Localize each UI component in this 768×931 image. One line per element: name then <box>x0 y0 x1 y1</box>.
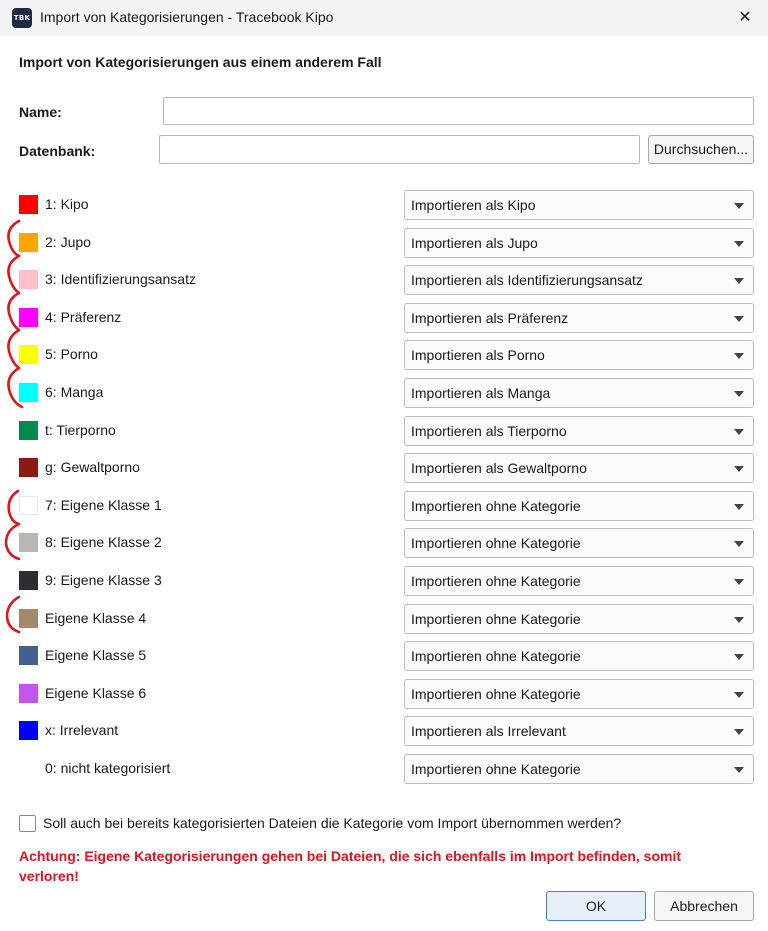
chevron-down-icon <box>734 466 744 472</box>
category-color-swatch <box>19 646 38 665</box>
chevron-down-icon <box>734 617 744 623</box>
chevron-down-icon <box>734 278 744 284</box>
category-label: 1: Kipo <box>45 196 89 212</box>
category-color-swatch <box>19 233 38 252</box>
browse-button[interactable]: Durchsuchen... <box>648 135 754 164</box>
dropdown-selected-value: Importieren als Jupo <box>411 234 538 251</box>
category-row <box>0 265 768 295</box>
import-option-dropdown[interactable] <box>404 491 754 521</box>
import-option-dropdown[interactable] <box>404 679 754 709</box>
category-row <box>0 754 768 784</box>
chevron-down-icon <box>734 429 744 435</box>
category-label: 6: Manga <box>45 384 104 400</box>
category-color-swatch <box>19 383 38 402</box>
window-title: Import von Kategorisierungen - Tracebook Kipo <box>40 9 334 25</box>
import-option-dropdown[interactable] <box>404 528 754 558</box>
category-label: 0: nicht kategorisiert <box>45 760 171 776</box>
category-label: Eigene Klasse 6 <box>45 684 147 701</box>
chevron-down-icon <box>734 504 744 510</box>
dropdown-selected-value: Importieren ohne Kategorie <box>411 573 581 589</box>
close-button[interactable]: ✕ <box>738 9 752 26</box>
import-option-dropdown[interactable] <box>404 228 754 258</box>
chevron-down-icon <box>734 353 744 359</box>
dropdown-selected-value: Importieren ohne Kategorie <box>411 761 581 777</box>
category-row <box>0 228 768 258</box>
category-color-swatch <box>19 533 38 552</box>
dropdown-selected-value: Importieren als Manga <box>411 385 551 401</box>
category-row <box>0 566 768 596</box>
category-row <box>0 340 768 370</box>
import-option-dropdown[interactable] <box>404 378 754 408</box>
import-option-dropdown[interactable] <box>404 566 754 596</box>
chevron-down-icon <box>734 654 744 660</box>
category-label: 9: Eigene Klasse 3 <box>45 572 162 588</box>
dropdown-selected-value: Importieren ohne Kategorie <box>411 610 581 627</box>
chevron-down-icon <box>734 316 744 322</box>
category-color-swatch <box>19 571 38 590</box>
cancel-button[interactable]: Abbrechen <box>654 891 754 921</box>
import-option-dropdown[interactable] <box>404 716 754 746</box>
dropdown-selected-value: Importieren ohne Kategorie <box>411 685 581 702</box>
chevron-down-icon <box>734 241 744 247</box>
category-color-swatch <box>19 270 38 289</box>
database-input[interactable] <box>159 135 640 164</box>
category-color-swatch <box>19 721 38 740</box>
import-option-dropdown[interactable] <box>404 340 754 370</box>
import-option-dropdown[interactable] <box>404 754 754 784</box>
dropdown-selected-value: Importieren als Identifizierungsansatz <box>411 272 643 289</box>
category-label: x: Irrelevant <box>45 722 119 739</box>
import-option-dropdown[interactable] <box>404 453 754 483</box>
dropdown-selected-value: Importieren als Präferenz <box>411 309 569 326</box>
category-row <box>0 378 768 408</box>
category-color-swatch <box>19 308 38 327</box>
category-row <box>0 604 768 634</box>
chevron-down-icon <box>734 391 744 397</box>
category-label: 2: Jupo <box>45 233 91 250</box>
import-option-dropdown[interactable] <box>404 416 754 446</box>
app-icon: TBK <box>12 8 32 28</box>
dropdown-selected-value: Importieren als Irrelevant <box>411 723 566 740</box>
category-label: g: Gewaltporno <box>45 459 140 476</box>
category-label: 7: Eigene Klasse 1 <box>45 496 162 513</box>
overwrite-checkbox-label: Soll auch bei bereits kategorisierten Dateien die Kategorie vom Import übernommen werden? <box>43 815 622 831</box>
dropdown-selected-value: Importieren als Porno <box>411 347 545 364</box>
dropdown-selected-value: Importieren ohne Kategorie <box>411 648 581 665</box>
dropdown-selected-value: Importieren ohne Kategorie <box>411 535 581 552</box>
category-color-swatch <box>19 421 38 440</box>
chevron-down-icon <box>734 767 744 773</box>
category-color-swatch <box>19 195 38 214</box>
dropdown-selected-value: Importieren ohne Kategorie <box>411 497 581 514</box>
chevron-down-icon <box>734 692 744 698</box>
category-row <box>0 416 768 446</box>
category-row <box>0 679 768 709</box>
import-option-dropdown[interactable] <box>404 303 754 333</box>
chevron-down-icon <box>734 579 744 585</box>
category-color-swatch <box>19 458 38 477</box>
dropdown-selected-value: Importieren als Kipo <box>411 197 536 213</box>
category-label: 4: Präferenz <box>45 308 122 325</box>
chevron-down-icon <box>734 729 744 735</box>
chevron-down-icon <box>734 541 744 547</box>
category-color-swatch <box>19 496 38 515</box>
import-option-dropdown[interactable] <box>404 190 754 220</box>
name-input[interactable] <box>163 97 754 125</box>
name-label: Name: <box>19 104 62 120</box>
chevron-down-icon <box>734 203 744 209</box>
category-row <box>0 641 768 671</box>
category-color-swatch <box>19 345 38 364</box>
dropdown-selected-value: Importieren als Gewaltporno <box>411 460 587 477</box>
category-label: Eigene Klasse 4 <box>45 609 147 626</box>
category-label: 5: Porno <box>45 346 98 363</box>
category-row <box>0 303 768 333</box>
category-row <box>0 716 768 746</box>
category-row <box>0 190 768 220</box>
ok-button[interactable]: OK <box>546 891 646 921</box>
dropdown-selected-value: Importieren als Tierporno <box>411 422 567 439</box>
category-label: Eigene Klasse 5 <box>45 647 147 664</box>
title-bar <box>0 0 768 36</box>
database-label: Datenbank: <box>19 143 96 159</box>
category-color-swatch <box>19 609 38 628</box>
category-label: 8: Eigene Klasse 2 <box>45 534 162 551</box>
category-label: 3: Identifizierungsansatz <box>45 271 196 288</box>
category-row <box>0 491 768 521</box>
import-option-dropdown[interactable] <box>404 604 754 634</box>
category-color-swatch <box>19 684 38 703</box>
category-row <box>0 453 768 483</box>
category-row <box>0 528 768 558</box>
overwrite-checkbox[interactable] <box>19 815 36 832</box>
import-option-dropdown[interactable] <box>404 265 754 295</box>
warning-text: Achtung: Eigene Kategorisierungen gehen bei Dateien, die sich ebenfalls im Import befinden, somit verloren! <box>19 848 681 884</box>
dialog-heading: Import von Kategorisierungen aus einem anderem Fall <box>19 54 382 70</box>
category-label: t: Tierporno <box>45 421 116 438</box>
import-option-dropdown[interactable] <box>404 641 754 671</box>
